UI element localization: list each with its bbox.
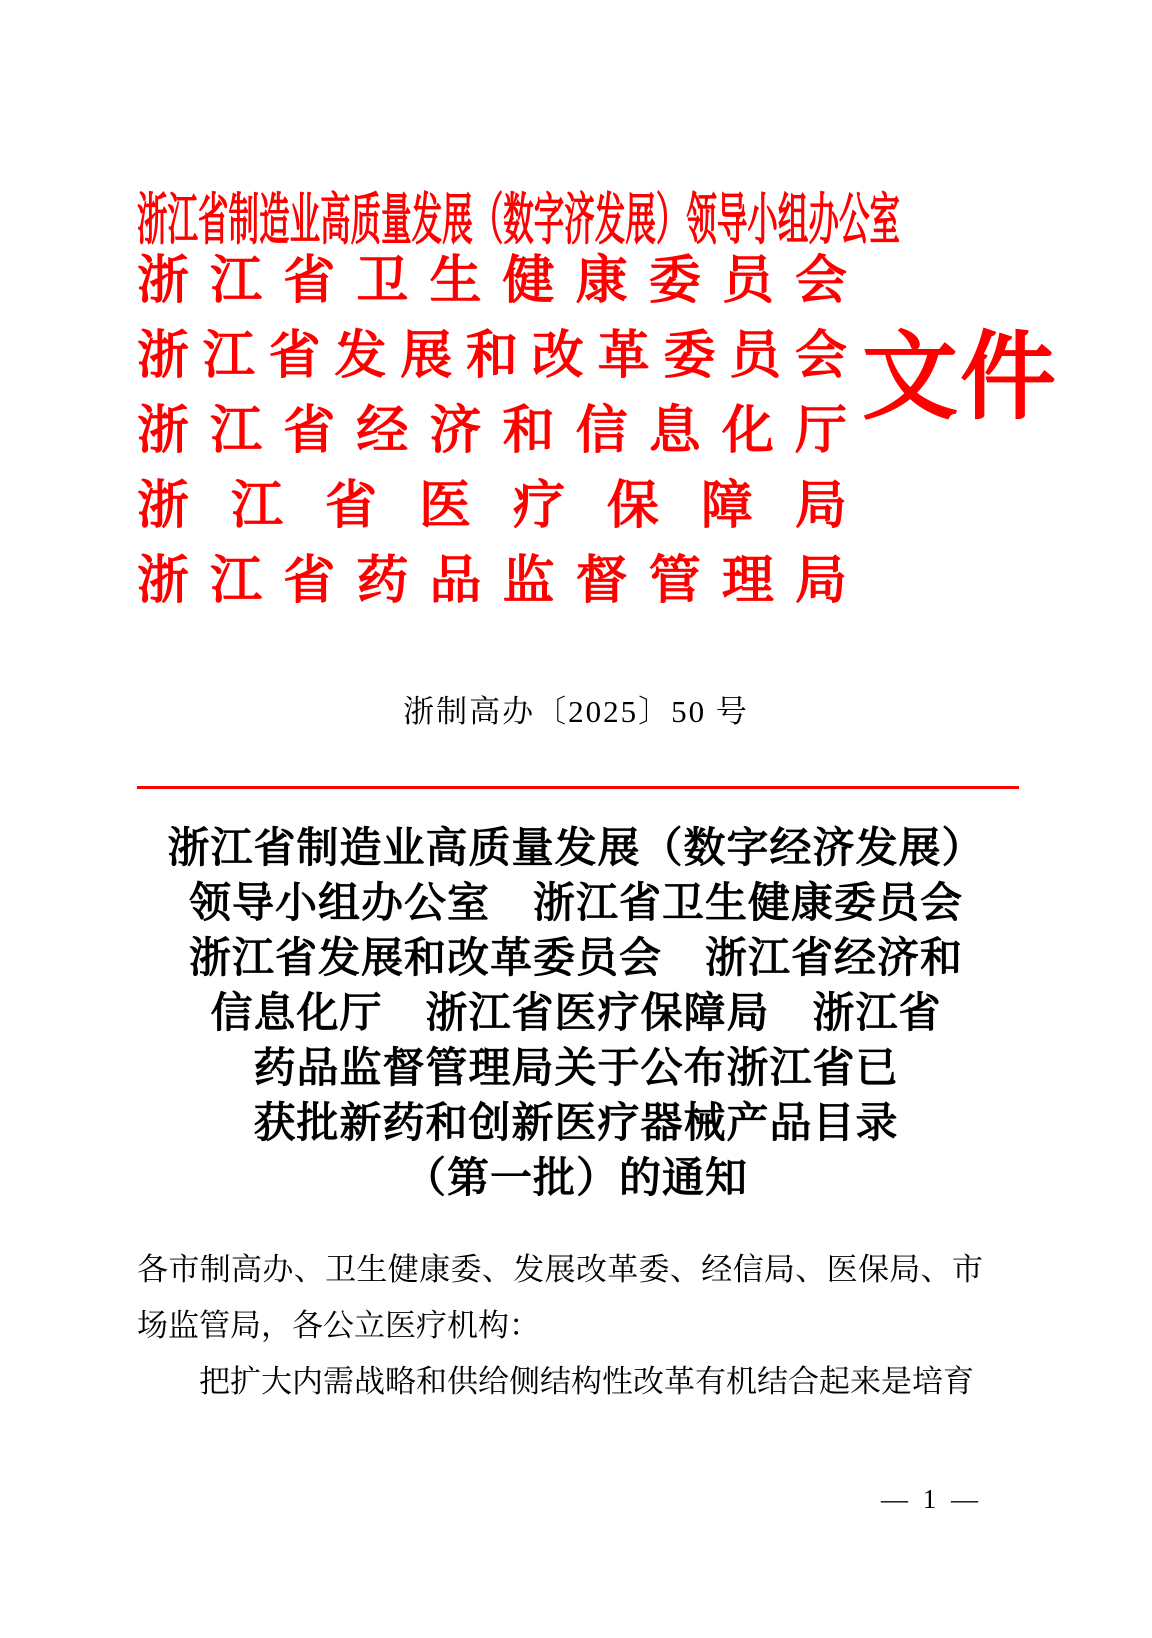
agency-char: 医	[418, 478, 471, 535]
agency-char: 生	[429, 253, 482, 310]
agency-char: 江	[210, 403, 263, 460]
agency-char: 管	[648, 553, 701, 610]
agency-char: 江	[230, 478, 283, 535]
letterhead-agency-line-2	[137, 327, 847, 387]
agency-char: 浙	[137, 553, 190, 610]
agency-char: 江	[210, 553, 263, 610]
agency-char: 局	[794, 553, 847, 610]
agency-char: 改	[531, 328, 584, 385]
agency-char: 药	[356, 553, 409, 610]
title-line: 浙江省发展和改革委员会 浙江省经济和	[188, 936, 963, 982]
body-block	[137, 1242, 983, 1410]
agency-char: 理	[721, 553, 774, 610]
red-divider-line	[137, 786, 1019, 789]
agency-char: 员	[729, 328, 782, 385]
agency-char: 信	[575, 403, 628, 460]
agency-char: 浙	[137, 403, 190, 460]
agency-char: 厅	[794, 403, 847, 460]
agency-char: 江	[202, 328, 255, 385]
agency-char: 委	[648, 253, 701, 310]
title-line: 信息化厅 浙江省医疗保障局 浙江省	[210, 991, 942, 1037]
agency-char: 障	[700, 478, 753, 535]
title-block	[0, 822, 1152, 1207]
agency-char: 卫	[356, 253, 409, 310]
agency-char: 江	[210, 253, 263, 310]
title-line: 领导小组办公室 浙江省卫生健康委员会	[188, 881, 963, 927]
agency-char: 省	[283, 553, 336, 610]
body-line: 各市制高办、卫生健康委、发展改革委、经信局、医保局、市	[137, 1252, 983, 1287]
doc-type-label: 文件	[862, 324, 1058, 431]
letterhead-agency-line-3	[137, 402, 847, 462]
agency-char: 监	[502, 553, 555, 610]
agency-char: 保	[606, 478, 659, 535]
agency-char: 局	[794, 478, 847, 535]
agency-char: 省	[283, 253, 336, 310]
agency-char: 康	[575, 253, 628, 310]
agency-char: 省	[283, 403, 336, 460]
agency-char: 化	[721, 403, 774, 460]
doc-number: 浙制高办〔2025〕50 号	[403, 694, 749, 729]
title-line: 药品监督管理局关于公布浙江省已	[253, 1046, 899, 1092]
agency-char: 展	[400, 328, 453, 385]
agency-char: 省	[268, 328, 321, 385]
agency-char: 浙	[137, 328, 190, 385]
title-line: （第一批）的通知	[403, 1156, 748, 1202]
letterhead-agency-line-1	[137, 252, 847, 312]
agency-char: 品	[429, 553, 482, 610]
agency-char: 员	[721, 253, 774, 310]
body-line: 场监管局，各公立医疗机构：	[137, 1308, 540, 1343]
agency-char: 革	[597, 328, 650, 385]
letterhead-agency-line-4	[137, 477, 847, 537]
agency-char: 会	[794, 328, 847, 385]
page-number: — 1 —	[881, 1484, 982, 1514]
agency-char: 督	[575, 553, 628, 610]
agency-char: 和	[502, 403, 555, 460]
letterhead-agency-line-5	[137, 552, 847, 612]
agency-char: 会	[794, 253, 847, 310]
agency-char: 经	[356, 403, 409, 460]
agency-char: 发	[334, 328, 387, 385]
agency-char: 浙	[137, 253, 190, 310]
agency-char: 省	[324, 478, 377, 535]
agency-char: 健	[502, 253, 555, 310]
agency-char: 委	[663, 328, 716, 385]
agency-char: 济	[429, 403, 482, 460]
agency-char: 息	[648, 403, 701, 460]
title-line: 获批新药和创新医疗器械产品目录	[253, 1101, 899, 1147]
agency-char: 浙	[137, 478, 190, 535]
agency-char: 疗	[512, 478, 565, 535]
title-line: 浙江省制造业高质量发展（数字经济发展）	[167, 826, 985, 872]
agency-char: 和	[465, 328, 518, 385]
letterhead-office-line: 浙江省制造业高质量发展（数字济发展）领导小组办公室	[137, 190, 900, 252]
body-line: 把扩大内需战略和供给侧结构性改革有机结合起来是培育	[199, 1364, 974, 1399]
